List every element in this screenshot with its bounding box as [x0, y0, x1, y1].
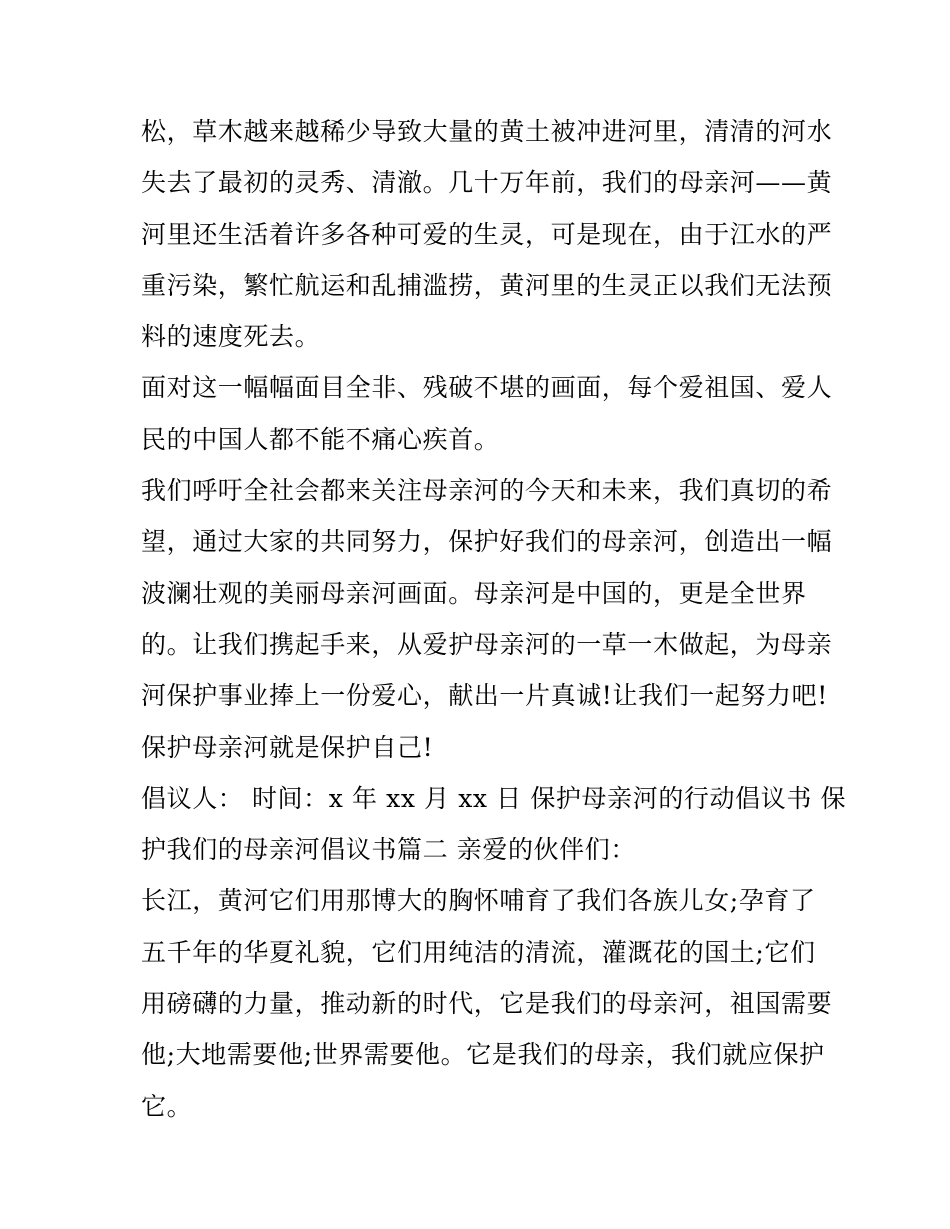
text-line: 用磅礴的力量，推动新的时代，它是我们的母亲河，祖国需要	[141, 989, 833, 1019]
text-line: 的。让我们携起手来，从爱护母亲河的一草一木做起，为母亲	[141, 629, 833, 659]
text-line: 保护母亲河就是保护自己!	[141, 732, 434, 762]
text-line: 料的速度死去。	[141, 322, 321, 352]
text-line: 它。	[141, 1091, 193, 1121]
text-line: 我们呼吁全社会都来关注母亲河的今天和未来，我们真切的希	[141, 476, 833, 506]
text-line: 他;大地需要他;世界需要他。它是我们的母亲，我们就应保护	[141, 1040, 825, 1070]
text-line: 重污染，繁忙航运和乱捕滥捞，黄河里的生灵正以我们无法预	[141, 270, 833, 300]
text-line: 面对这一幅幅面目全非、残破不堪的画面，每个爱祖国、爱人	[141, 373, 833, 403]
text-line: 河里还生活着许多各种可爱的生灵，可是现在，由于江水的严	[141, 219, 833, 249]
text-line: 护我们的母亲河倡议书篇二 亲爱的伙伴们：	[141, 835, 636, 865]
text-line: 长江，黄河它们用那博大的胸怀哺育了我们各族儿女;孕育了	[141, 886, 816, 916]
text-line: 失去了最初的灵秀、清澈。几十万年前，我们的母亲河——黄	[141, 168, 833, 198]
text-line: 倡议人： 时间：x 年 xx 月 xx 日 保护母亲河的行动倡议书 保	[141, 783, 847, 813]
text-line: 望，通过大家的共同努力，保护好我们的母亲河，创造出一幅	[141, 527, 833, 557]
text-line: 松，草木越来越稀少导致大量的黄土被冲进河里，清清的河水	[141, 117, 833, 146]
text-line: 波澜壮观的美丽母亲河画面。母亲河是中国的，更是全世界	[141, 578, 807, 608]
document-body	[141, 106, 847, 1132]
text-line: 五千年的华夏礼貌，它们用纯洁的清流，灌溉花的国土;它们	[141, 937, 816, 967]
text-line: 民的中国人都不能不痛心疾首。	[141, 424, 500, 454]
text-line: 河保护事业捧上一份爱心，献出一片真诚!让我们一起努力吧!	[141, 681, 828, 711]
